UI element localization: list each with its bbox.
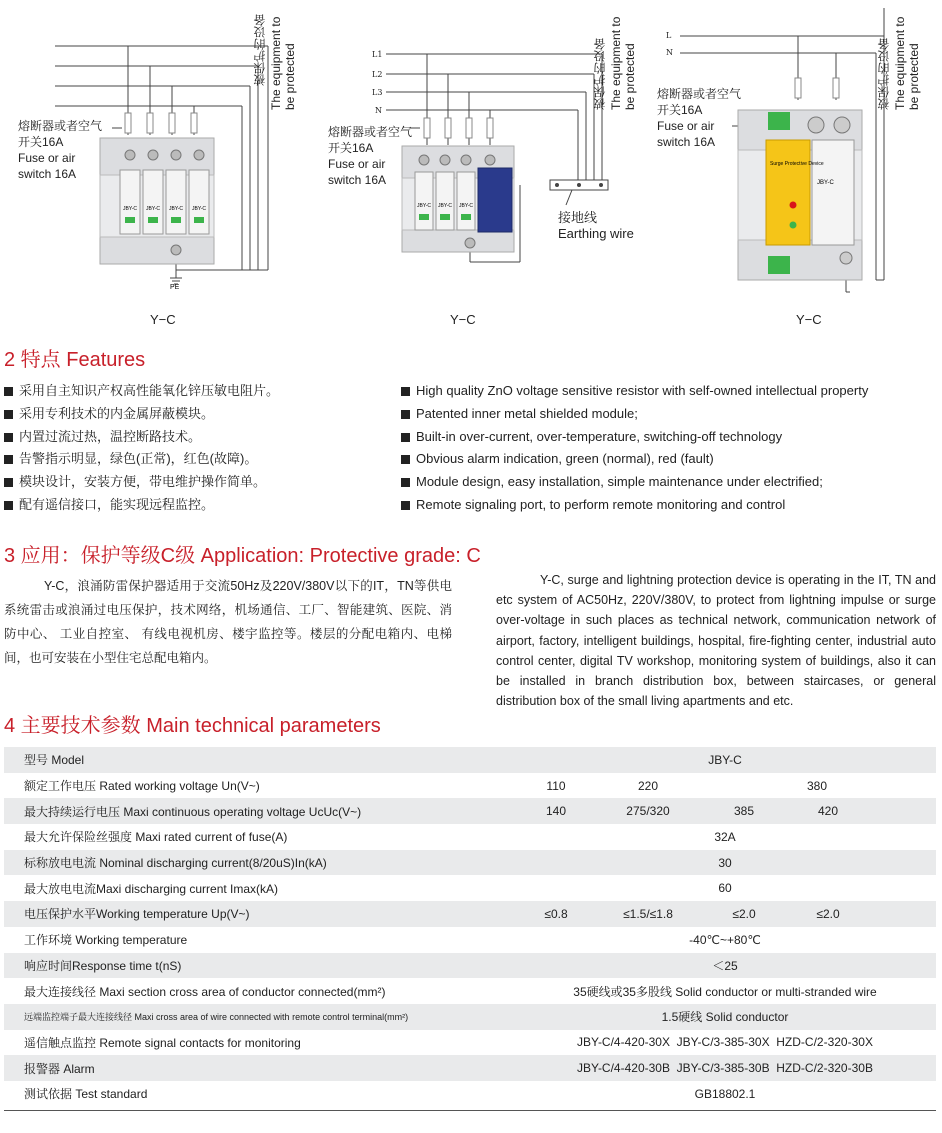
param-value: ＜25 (514, 953, 936, 979)
list-item: Remote signaling port, to perform remote monitoring and control (401, 494, 868, 517)
param-value: -40℃~+80℃ (689, 932, 761, 947)
line-label-l: L (666, 31, 672, 40)
list-item: 采用专利技术的内金属屏蔽模块。 (4, 403, 279, 426)
param-label: 型号 Model (4, 747, 514, 773)
protected-equipment-label-en2: be protected (907, 43, 921, 110)
list-item: Module design, easy installation, simple maintenance under electrified; (401, 471, 868, 494)
module-label: JBY-C (169, 206, 183, 212)
param-label: 最大持续运行电压 Maxi continuous operating voltage UcUc(V~) (4, 798, 514, 824)
param-label: 标称放电电流 Nominal discharging current(8/20uS)In(kA) (4, 850, 514, 876)
table-row (4, 875, 936, 901)
param-value: 140 (514, 798, 598, 824)
table-row (4, 1055, 936, 1081)
pe-label: PE (170, 284, 180, 291)
list-item: 告警指示明显，绿色(正常)，红色(故障)。 (4, 448, 279, 471)
parameters-heading: 4 主要技术参数 Main technical parameters (4, 715, 381, 737)
param-value: 380 (806, 778, 828, 793)
protected-equipment-label: 被保护的设备 (253, 14, 267, 86)
table-row (4, 850, 936, 876)
module-label: JBY-C (417, 203, 431, 209)
list-item: 配有遥信接口，能实现远程监控。 (4, 494, 279, 517)
table-row (4, 773, 936, 799)
table-row (4, 1004, 936, 1030)
protected-equipment-label-en: The equipment to (609, 16, 623, 110)
table-row (4, 1030, 936, 1056)
param-value: JBY-C/4-420-30B JBY-C/3-385-30B HZD-C/2-320-30B (514, 1055, 936, 1081)
param-label: 最大允许保险丝强度 Maxi rated current of fuse(A) (24, 830, 288, 845)
parameters-table (4, 747, 936, 1107)
protected-equipment-label-en2: be protected (283, 43, 297, 110)
param-label: 额定工作电压 Rated working voltage Un(V~) (24, 779, 260, 794)
diagram-caption: Y−C (150, 312, 176, 327)
list-item: High quality ZnO voltage sensitive resistor with self-owned intellectual property (401, 380, 868, 403)
protected-equipment-label: 被保护的设备 (877, 38, 891, 110)
param-value: ≤0.8 (514, 901, 598, 927)
param-label: 最大连接线径 Maxi section cross area of conductor connected(mm²) (24, 984, 386, 999)
fuse-label: 熔断器或者空气 开关16A Fuse or air switch 16A (18, 119, 103, 181)
list-item: 内置过流过热，温控断路技术。 (4, 426, 279, 449)
earthing-wire-label: 接地线 Earthing wire (558, 210, 634, 241)
table-row (4, 798, 936, 824)
param-label: 远端监控端子最大连接线径 Maxi cross area of wire connected with remote control terminal(mm²) (4, 1004, 514, 1030)
table-row (4, 747, 936, 773)
param-value: 275/320 (598, 798, 698, 824)
line-label-l2: L2 (372, 70, 383, 79)
diagram-caption: Y−C (450, 312, 476, 327)
param-value: 385 (698, 798, 790, 824)
module-label: JBY-C (123, 206, 137, 212)
line-label-n: N (666, 48, 673, 57)
list-item: Patented inner metal shielded module; (401, 403, 868, 426)
param-value: 35硬线或35多股线 Solid conductor or multi-stranded wire (573, 984, 877, 999)
protected-equipment-label-en2: be protected (623, 43, 637, 110)
features-heading: 2 特点 Features (4, 349, 146, 371)
param-value: 220 (637, 778, 659, 793)
param-label: 测试依据 Test standard (24, 1087, 148, 1102)
application-heading: 3 应用：保护等级C级 Application: Protective grade: C (4, 545, 481, 567)
protected-equipment-label: 被保护的设备 (593, 38, 607, 110)
param-value: ≤2.0 (790, 901, 936, 927)
diagram-3 (650, 0, 942, 330)
list-item: 模块设计，安装方便，带电维护操作简单。 (4, 471, 279, 494)
diagram-caption: Y−C (796, 312, 822, 327)
list-item: Built-in over-current, over-temperature, switching-off technology (401, 426, 868, 449)
line-label-l1: L1 (372, 50, 383, 59)
table-row (4, 978, 936, 1004)
line-label-l3: L3 (372, 88, 383, 97)
param-value: 420 (790, 798, 936, 824)
application-text-cn: Y-C，浪涌防雷保护器适用于交流50Hz及220V/380V以下的IT，TN等供电系统雷击或浪涌过电压保护，技术网络，机场通信、工厂、智能建筑、医院、消防中心、 工业自控室、 有线电视机房、楼宇监控等。楼层的分配电箱内、电梯间，也可安装在小型住宅总配电箱内。 (4, 579, 452, 665)
module-label: JBY-C (817, 180, 834, 186)
param-label: 遥信触点监控 Remote signal contacts for monitoring (24, 1035, 301, 1050)
table-row (4, 901, 936, 927)
protected-equipment-label-en: The equipment to (269, 16, 283, 110)
module-label: JBY-C (146, 206, 160, 212)
param-value: ≤2.0 (698, 901, 790, 927)
module-label: JBY-C (459, 203, 473, 209)
table-row (4, 1081, 936, 1107)
param-value: 1.5硬线 Solid conductor (514, 1004, 936, 1030)
param-value: 30 (514, 850, 936, 876)
fuse-label: 熔断器或者空气 开关16A Fuse or air switch 16A (328, 125, 413, 187)
table-row (4, 824, 936, 850)
application-text-en: Y-C, surge and lightning protection device is operating in the IT, TN and etc system of AC50Hz, 220V/380V, to protect from lightning impulse or surge over-voltage in such places as technical network, communication network of airport, factory, intelligent buildings, hospital, fire-fighting center, industrial auto control center, digital TV workshop, monitoring system of buildings, also it can be installed in branch distribution box, between staircases, or general distribution box of the small living apartments and etc. (496, 573, 936, 709)
param-value: GB18802.1 (694, 1086, 756, 1101)
param-value: 60 (718, 881, 732, 896)
param-label: 工作环境 Working temperature (24, 933, 188, 948)
param-value: 110 (546, 778, 566, 793)
param-value: JBY-C (514, 747, 936, 773)
table-row (4, 927, 936, 953)
param-value: JBY-C/4-420-30X JBY-C/3-385-30X HZD-C/2-320-30X (577, 1035, 873, 1050)
module-label: JBY-C (192, 206, 206, 212)
list-item: 采用自主知识产权高性能氧化锌压敏电阻片。 (4, 380, 279, 403)
line-label-n: N (375, 106, 382, 115)
module-title: Surge Protective Device (770, 161, 824, 167)
param-value: ≤1.5/≤1.8 (598, 901, 698, 927)
features-list-en (401, 380, 868, 517)
param-label: 电压保护水平Working temperature Up(V~) (4, 901, 514, 927)
diagram-2 (320, 0, 650, 330)
table-row (4, 953, 936, 979)
list-item: Obvious alarm indication, green (normal), red (fault) (401, 448, 868, 471)
protected-equipment-label-en: The equipment to (893, 16, 907, 110)
param-value: 32A (714, 829, 736, 844)
param-label: 报警器 Alarm (4, 1055, 514, 1081)
diagram-1 (0, 0, 300, 330)
bottom-rule (4, 1110, 936, 1111)
features-list-cn (4, 380, 279, 517)
param-label: 最大放电电流Maxi discharging current Imax(kA) (24, 881, 279, 896)
fuse-label: 熔断器或者空气 开关16A Fuse or air switch 16A (657, 87, 742, 149)
param-label: 响应时间Response time t(nS) (4, 953, 514, 979)
module-label: JBY-C (438, 203, 452, 209)
